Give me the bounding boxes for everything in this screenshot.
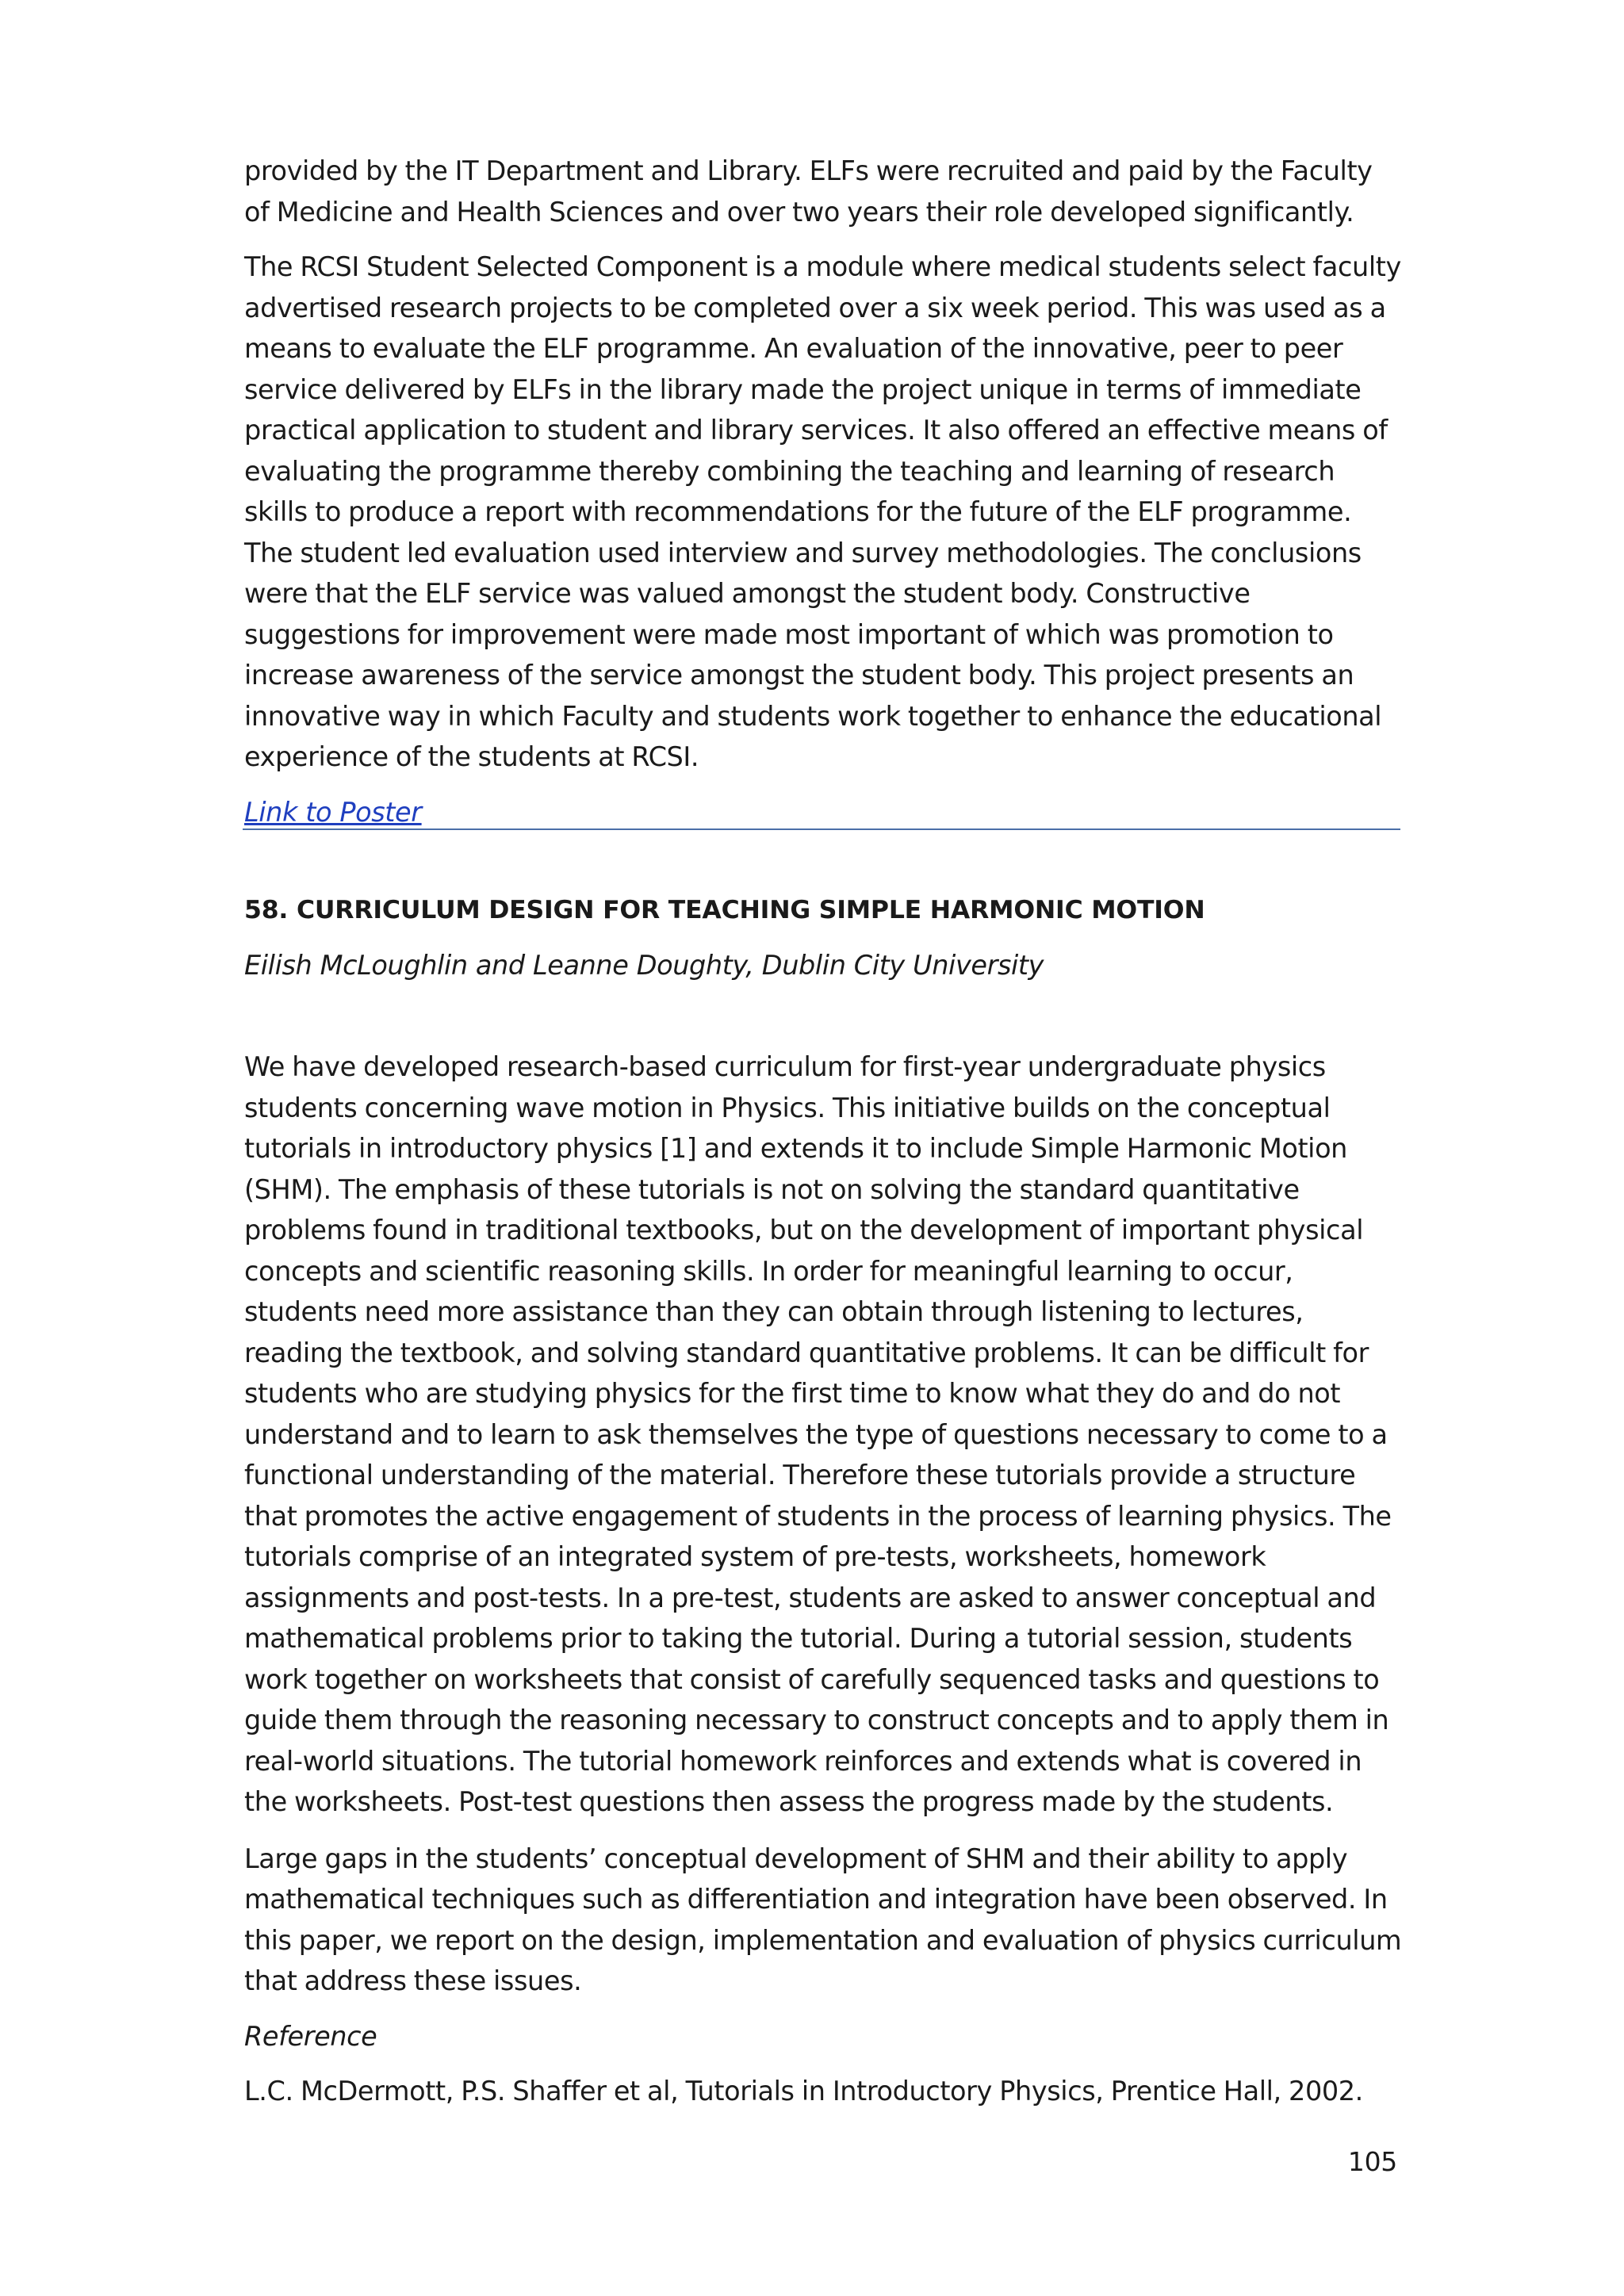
- intro-block: [244, 151, 1402, 832]
- reference-text: L.C. McDermott, P.S. Shaffer et al, Tutorials in Introductory Physics, Prentice Hall, 2002.: [244, 2076, 1363, 2107]
- page-number: 105: [1347, 2146, 1397, 2177]
- section-title: 58. CURRICULUM DESIGN FOR TEACHING SIMPLE HARMONIC MOTION: [244, 896, 1205, 924]
- abstract-paragraph-1: We have developed research-based curriculum for first-year undergraduate physics students concerning wave motion in Physics. This initiative builds on the conceptual tutorials in introductory physics [1] and extends it to include Simple Harmonic Motion (SHM). The emphasis of these tutorials is not on solving the standard quantitative problems found in traditional textbooks, but on the development of important physical concepts and scientific reasoning skills. In order for meaningful learning to occur, students need more assistance than they can obtain through listening to lectures, reading the textbook, and solving standard quantitative problems. It can be difficult for students who are studying physics for the first time to know what they do and do not understand and to learn to ask themselves the type of questions necessary to come to a functional understanding of the material. Therefore these tutorials provide a structure that promotes the active engagement of students in the process of learning physics. The tutorials comprise of an integrated system of pre-tests, worksheets, homework assignments and post-tests. In a pre-test, students are asked to answer conceptual and mathematical problems prior to taking the tutorial. During a tutorial session, students work together on worksheets that consist of carefully sequenced tasks and questions to guide them through the reasoning necessary to construct concepts and to apply them in real-world situations. The tutorial homework reinforces and extends what is covered in the worksheets. Post-test questions then assess the progress made by the students.: [244, 1051, 1392, 1817]
- intro-paragraph-1: provided by the IT Department and Library. ELFs were recruited and paid by the Faculty of Medicine and Health Sciences and over two years their role developed significantly.: [244, 155, 1373, 228]
- abstract-section: [244, 891, 1402, 2112]
- section-authors: Eilish McLoughlin and Leanne Doughty, Dublin City University: [244, 950, 1044, 981]
- link-to-poster[interactable]: Link to Poster: [244, 796, 422, 828]
- section-divider: [243, 828, 1400, 830]
- intro-paragraph-2: The RCSI Student Selected Component is a module where medical students select faculty advertised research projects to be completed over a six week period. This was used as a means to evaluate the ELF programme. An evaluation of the innovative, peer to peer service delivered by ELFs in the library made the project unique in terms of immediate practical application to student and library services. It also offered an effective means of evaluating the programme thereby combining the teaching and learning of research skills to produce a report with recommendations for the future of the ELF programme. The student led evaluation used interview and survey methodologies. The conclusions were that the ELF service was valued amongst the student body. Constructive suggestions for improvement were made most important of which was promotion to increase awareness of the service amongst the student body. This project presents an innovative way in which Faculty and students work together to enhance the educational experience of the students at RCSI.: [244, 251, 1401, 772]
- abstract-paragraph-2: Large gaps in the students’ conceptual development of SHM and their ability to apply mathematical techniques such as differentiation and integration have been observed. In this paper, we report on the design, implementation and evaluation of physics curriculum that address these issues.: [244, 1843, 1402, 1996]
- reference-heading: Reference: [244, 2020, 377, 2052]
